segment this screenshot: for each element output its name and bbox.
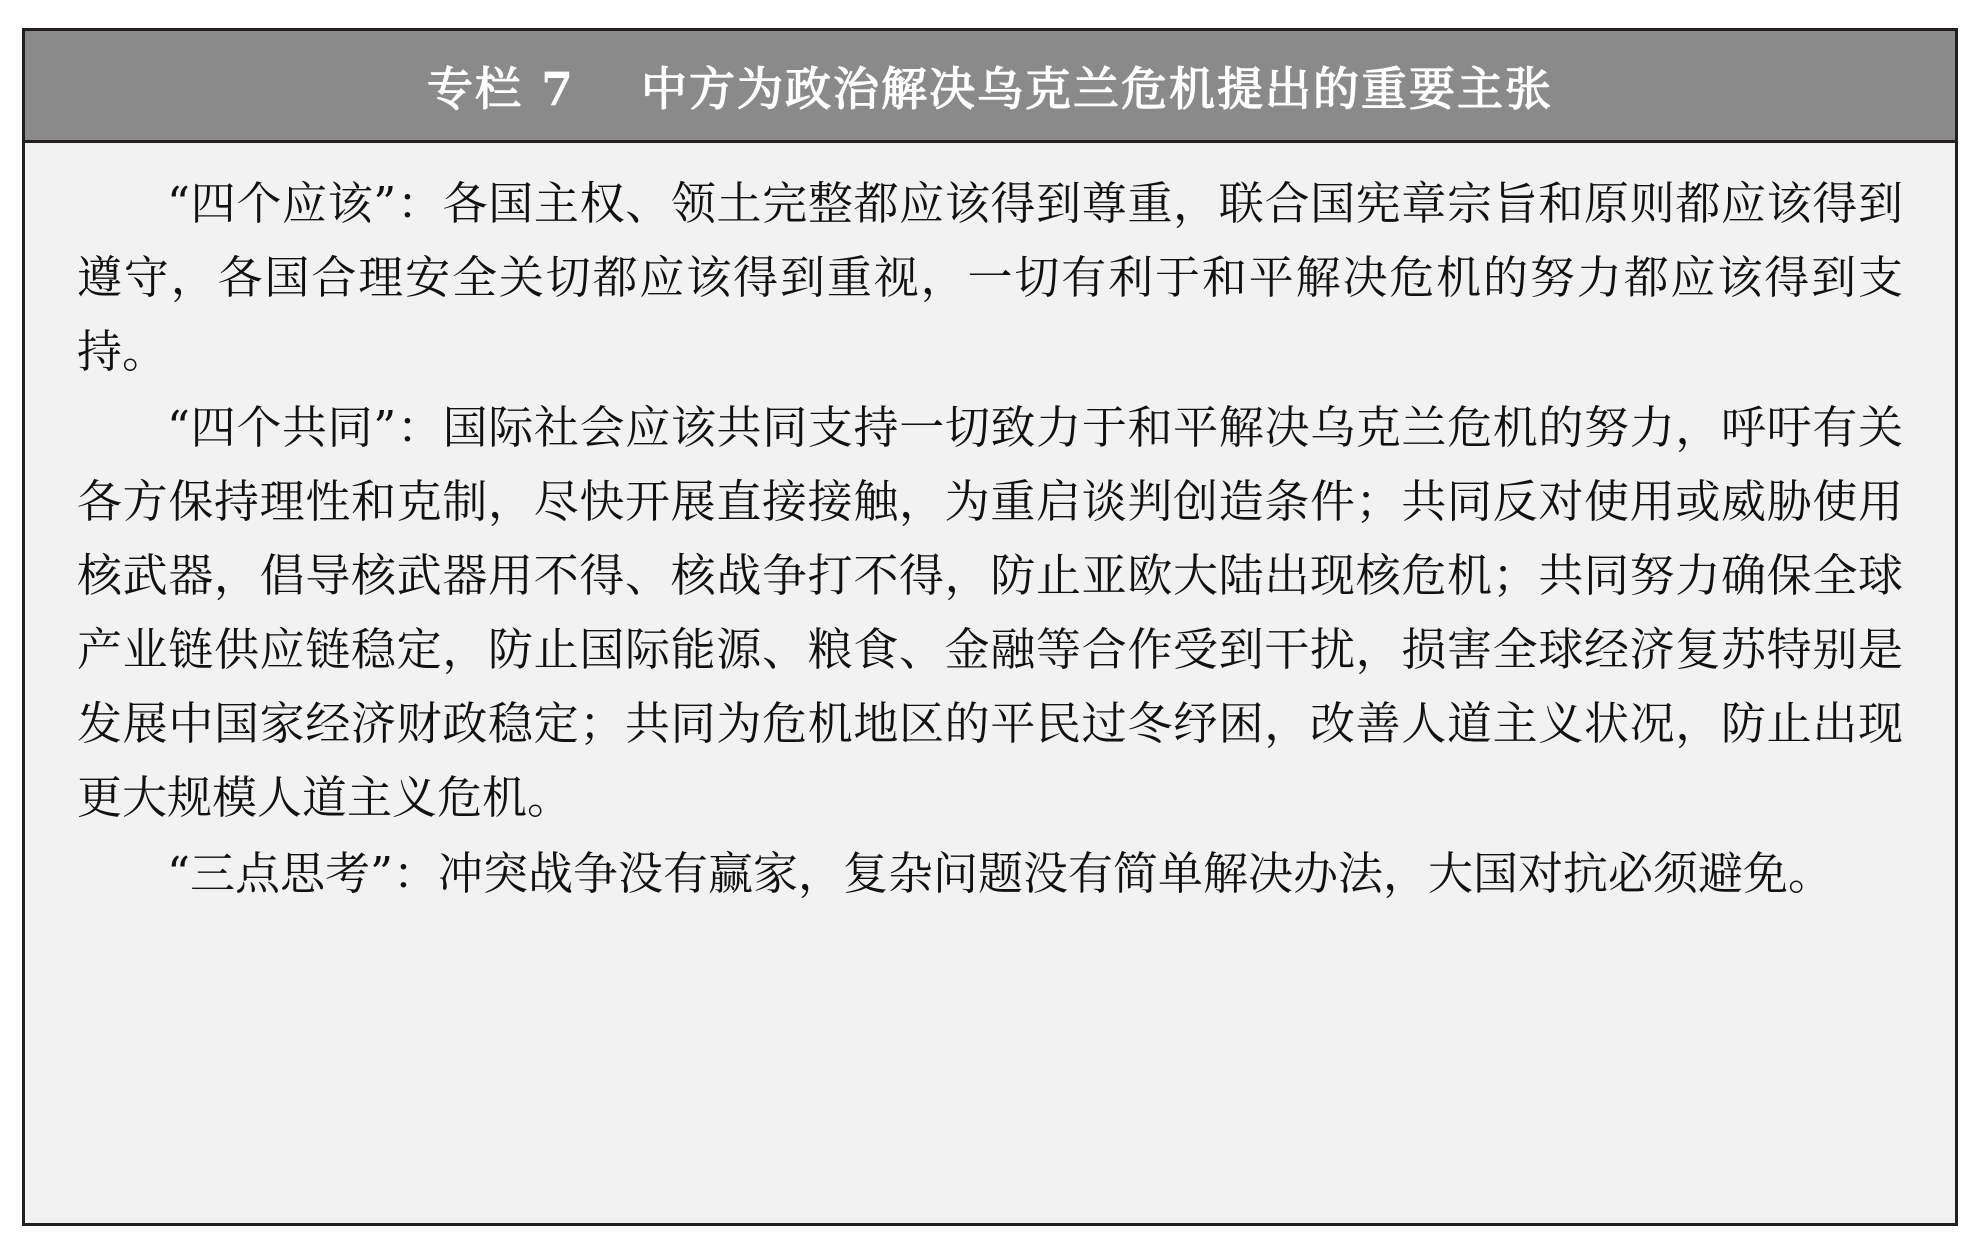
- paragraph-four-shoulds: “四个应该”：各国主权、领土完整都应该得到尊重，联合国宪章宗旨和原则都应该得到遵守，各国合理安全关切都应该得到重视，一切有利于和平解决危机的努力都应该得到支持。: [77, 177, 1903, 378]
- text-box-body: [25, 143, 1955, 911]
- text-box-panel: [22, 28, 1958, 1226]
- text-box-title: 专栏 7 中方为政治解决乌克兰危机提出的重要主张: [426, 61, 1554, 116]
- paragraph-three-reflections: “三点思考”：冲突战争没有赢家，复杂问题没有简单解决办法，大国对抗必须避免。: [167, 847, 1834, 900]
- paragraph-four-jointly: “四个共同”：国际社会应该共同支持一切致力于和平解决乌克兰危机的努力，呼吁有关各方保持理性和克制，尽快开展直接接触，为重启谈判创造条件；共同反对使用或威胁使用核武器，倡导核武器用不得、核战争打不得，防止亚欧大陆出现核危机；共同努力确保全球产业链供应链稳定，防止国际能源、粮食、金融等合作受到干扰，损害全球经济复苏特别是发展中国家经济财政稳定；共同为危机地区的平民过冬纾困，改善人道主义状况，防止出现更大规模人道主义危机。: [77, 401, 1903, 824]
- text-box-header: [25, 31, 1955, 143]
